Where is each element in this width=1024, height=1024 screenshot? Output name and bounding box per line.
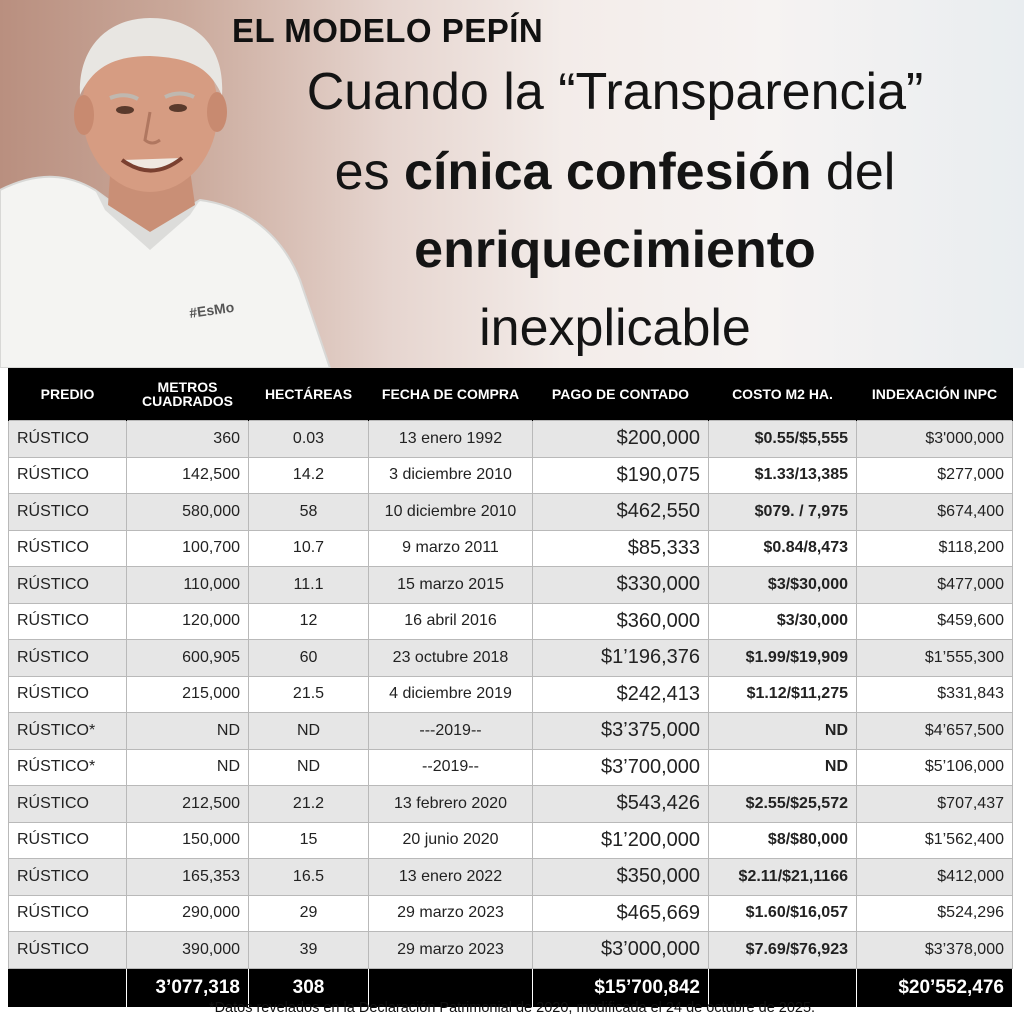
table-cell: 110,000 [127,567,249,604]
headline-line-2-post: del [811,143,896,201]
table-cell: 23 octubre 2018 [369,640,533,677]
column-header: PAGO DE CONTADO [533,368,709,421]
table-cell: $350,000 [533,859,709,896]
table-cell: 58 [249,494,369,531]
table-cell: $5’106,000 [857,749,1013,786]
table-cell: $0.84/8,473 [709,530,857,567]
table-cell: $190,075 [533,457,709,494]
table-cell: $3/30,000 [709,603,857,640]
table-cell: 20 junio 2020 [369,822,533,859]
table-cell: 4 diciembre 2019 [369,676,533,713]
table-cell: RÚSTICO [9,786,127,823]
table-cell: 13 enero 1992 [369,421,533,458]
table-cell: ND [249,749,369,786]
table-cell: 9 marzo 2011 [369,530,533,567]
table-cell: $3'000,000 [857,421,1013,458]
table-cell: 13 febrero 2020 [369,786,533,823]
table-row [9,603,1013,640]
table-cell: $3’000,000 [533,932,709,969]
table-cell: 142,500 [127,457,249,494]
table-cell: ---2019-- [369,713,533,750]
property-table [8,368,1013,1008]
total-cell: 308 [249,968,369,1007]
table-cell: 10.7 [249,530,369,567]
table-cell: $707,437 [857,786,1013,823]
table-row [9,749,1013,786]
table-cell: $3’375,000 [533,713,709,750]
shirt-tag-text: #EsMo [188,298,236,321]
table-cell: ND [127,713,249,750]
column-header: HECTÁREAS [249,368,369,421]
table-cell: 360 [127,421,249,458]
total-cell: 3’077,318 [127,968,249,1007]
table-cell: 60 [249,640,369,677]
table-cell: $674,400 [857,494,1013,531]
table-cell: 16.5 [249,859,369,896]
total-cell: $15’700,842 [533,968,709,1007]
table-cell: RÚSTICO [9,932,127,969]
table-cell: RÚSTICO [9,567,127,604]
table-cell: $200,000 [533,421,709,458]
column-header: FECHA DE COMPRA [369,368,533,421]
kicker-title: EL MODELO PEPÍN [232,12,544,49]
table-cell: $7.69/$76,923 [709,932,857,969]
table-cell: $1’555,300 [857,640,1013,677]
table-cell: 390,000 [127,932,249,969]
table-cell: 29 marzo 2023 [369,895,533,932]
table-cell: $277,000 [857,457,1013,494]
table-cell: 13 enero 2022 [369,859,533,896]
headline-line-2-bold: cínica confesión [404,143,812,201]
table-cell: $465,669 [533,895,709,932]
headline-line-2 [215,142,1015,202]
table-cell: $1’562,400 [857,822,1013,859]
headline-line-4: inexplicable [479,299,751,357]
table-cell: $1’196,376 [533,640,709,677]
table-row [9,457,1013,494]
table-cell: RÚSTICO [9,640,127,677]
table-cell: 39 [249,932,369,969]
table-cell: RÚSTICO [9,603,127,640]
table-row [9,786,1013,823]
table-row [9,859,1013,896]
table-cell: $1’200,000 [533,822,709,859]
table-cell: 14.2 [249,457,369,494]
table-cell: RÚSTICO [9,494,127,531]
table-cell: $477,000 [857,567,1013,604]
table-cell: RÚSTICO [9,822,127,859]
column-header: PREDIO [9,368,127,421]
total-cell: $20’552,476 [857,968,1013,1007]
table-cell: $459,600 [857,603,1013,640]
table-cell: 150,000 [127,822,249,859]
table-cell: $1.33/13,385 [709,457,857,494]
table-cell: RÚSTICO [9,421,127,458]
table-cell: 215,000 [127,676,249,713]
table-cell: $079. / 7,975 [709,494,857,531]
table-cell: 100,700 [127,530,249,567]
table-cell: $1.60/$16,057 [709,895,857,932]
table-cell: RÚSTICO [9,859,127,896]
table-cell: ND [709,713,857,750]
table-cell: $2.55/$25,572 [709,786,857,823]
table-cell: 10 diciembre 2010 [369,494,533,531]
table-cell: $118,200 [857,530,1013,567]
table-body [9,421,1013,1008]
table-cell: $85,333 [533,530,709,567]
table-cell: $0.55/$5,555 [709,421,857,458]
table-cell: 15 marzo 2015 [369,567,533,604]
table-cell: 15 [249,822,369,859]
table-row [9,932,1013,969]
table-cell: $3/$30,000 [709,567,857,604]
header-banner [0,0,1024,368]
table-cell: 16 abril 2016 [369,603,533,640]
table-cell: RÚSTICO [9,895,127,932]
table-row [9,895,1013,932]
column-header: METROS CUADRADOS [127,368,249,421]
table-cell: RÚSTICO [9,457,127,494]
table-cell: $242,413 [533,676,709,713]
table-cell: RÚSTICO [9,530,127,567]
table-row [9,421,1013,458]
table-cell: ND [127,749,249,786]
table-cell: 29 marzo 2023 [369,932,533,969]
column-header: COSTO M2 HA. [709,368,857,421]
table-row [9,676,1013,713]
table-cell: $543,426 [533,786,709,823]
table-cell: RÚSTICO* [9,713,127,750]
table-cell: RÚSTICO [9,676,127,713]
table-cell: $1.99/$19,909 [709,640,857,677]
table-cell: 600,905 [127,640,249,677]
table-cell: 21.2 [249,786,369,823]
table-cell: 0.03 [249,421,369,458]
table-header-row [9,368,1013,421]
table-cell: 580,000 [127,494,249,531]
column-header: INDEXACIÓN INPC [857,368,1013,421]
table-cell: 11.1 [249,567,369,604]
table-cell: 29 [249,895,369,932]
table-cell: $462,550 [533,494,709,531]
table-cell: $4’657,500 [857,713,1013,750]
table-row [9,713,1013,750]
table-row [9,530,1013,567]
table-cell: ND [709,749,857,786]
table-cell: RÚSTICO* [9,749,127,786]
table-cell: $3’378,000 [857,932,1013,969]
property-table-wrapper [8,368,1012,1008]
table-cell: ND [249,713,369,750]
headline-line-1: Cuando la “Transparencia” [306,63,924,121]
headline-line-2-pre: es [334,143,405,201]
table-cell: $524,296 [857,895,1013,932]
table-row [9,640,1013,677]
table-row [9,494,1013,531]
table-row [9,567,1013,604]
table-cell: 120,000 [127,603,249,640]
table-cell: $360,000 [533,603,709,640]
table-cell: 3 diciembre 2010 [369,457,533,494]
table-cell: $2.11/$21,1166 [709,859,857,896]
table-row [9,822,1013,859]
footnote: *Datos revelados en la Declaración Patrimonial de 2020, modificada el 24 de octubre de 2025. [208,1000,816,1016]
table-cell: $330,000 [533,567,709,604]
table-cell: 21.5 [249,676,369,713]
table-cell: 290,000 [127,895,249,932]
table-cell: 212,500 [127,786,249,823]
table-cell: 12 [249,603,369,640]
table-cell: --2019-- [369,749,533,786]
headline-line-3: enriquecimiento [414,221,816,279]
table-cell: $1.12/$11,275 [709,676,857,713]
table-cell: 165,353 [127,859,249,896]
table-cell: $331,843 [857,676,1013,713]
table-cell: $8/$80,000 [709,822,857,859]
table-cell: $412,000 [857,859,1013,896]
table-cell: $3’700,000 [533,749,709,786]
